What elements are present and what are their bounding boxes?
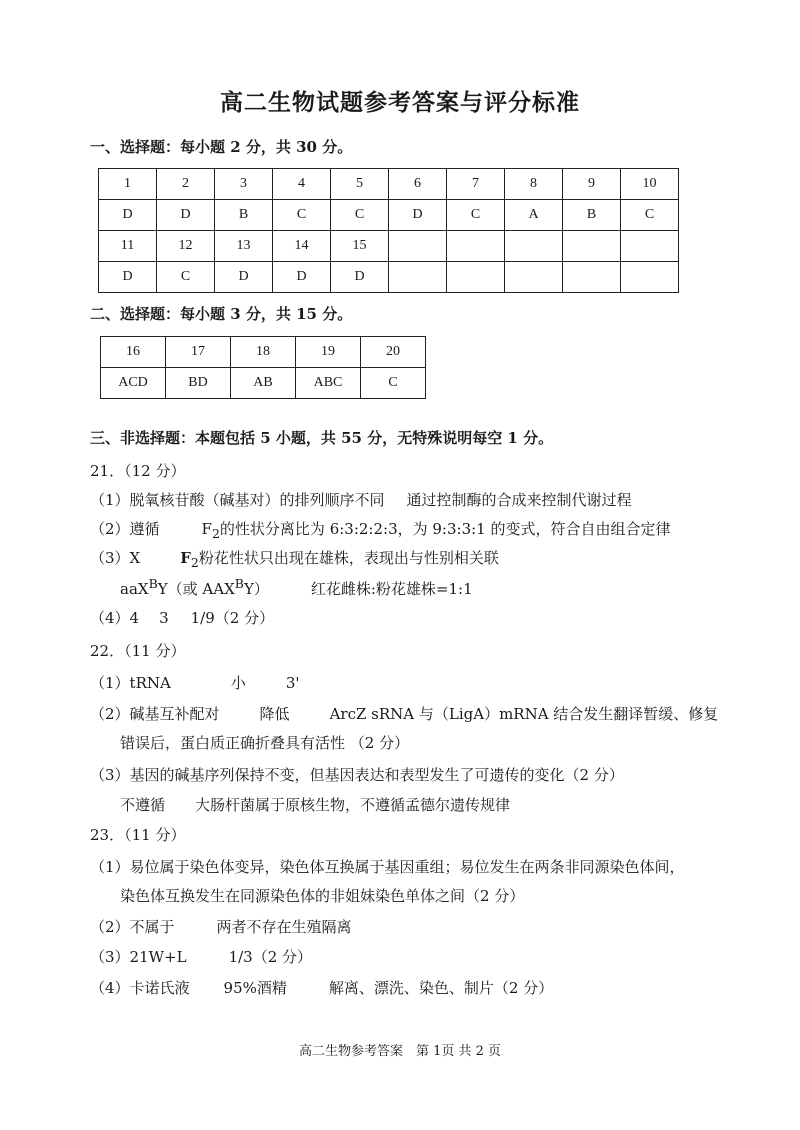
section1-cell: D: [273, 262, 331, 293]
section1-cell: 13: [215, 231, 273, 262]
q23-answer-4: （4）卡诺氏液 95%酒精 解离、漂洗、染色、制片（2 分）: [90, 979, 554, 997]
section1-cell: [621, 262, 679, 293]
page-footer: 高二生物参考答案 第 1页 共 2 页: [298, 1044, 502, 1059]
section1-cell: 6: [389, 169, 447, 200]
q23-answer-1: （1）易位属于染色体变异，染色体互换属于基因重组；易位发生在两条非同源染色体间，: [90, 858, 685, 876]
section2-cell: BD: [166, 368, 231, 399]
section1-header: 一、选择题：每小题 2 分，共 30 分。: [90, 138, 353, 156]
page-title: 高二生物试题参考答案与评分标准: [220, 89, 580, 116]
q22-answer-1: （1）tRNA 小 3': [90, 674, 300, 692]
section1-cell: 14: [273, 231, 331, 262]
section1-cell: [447, 262, 505, 293]
q22-answer-2: （2）碱基互补配对 降低 ArcZ sRNA 与（LigA）mRNA 结合发生翻译暂缓、修复: [90, 705, 719, 723]
q22-answer-3: （3）基因的碱基序列保持不变，但基因表达和表型发生了可遗传的变化（2 分）: [90, 766, 624, 784]
section1-cell: D: [215, 262, 273, 293]
section2-cell: ABC: [296, 368, 361, 399]
section1-answer-table: [98, 168, 679, 293]
section2-cell: 16: [101, 337, 166, 368]
q23-answer-2: （2）不属于 两者不存在生殖隔离: [90, 918, 352, 936]
section1-cell: 9: [563, 169, 621, 200]
section1-cell: [621, 231, 679, 262]
section1-cell: 11: [99, 231, 157, 262]
section3-header: 三、非选择题：本题包括 5 小题，共 55 分，无特殊说明每空 1 分。: [90, 429, 554, 447]
section2-cell: ACD: [101, 368, 166, 399]
section1-cell: C: [273, 200, 331, 231]
section2-cell: 17: [166, 337, 231, 368]
section1-cell: 7: [447, 169, 505, 200]
section1-cell: [389, 231, 447, 262]
section1-cell: D: [99, 200, 157, 231]
section2-row: [101, 337, 426, 368]
section1-row: [99, 262, 679, 293]
section1-cell: C: [447, 200, 505, 231]
q22-answer-2-cont: 错误后，蛋白质正确折叠具有活性 （2 分）: [120, 734, 410, 752]
section1-cell: 3: [215, 169, 273, 200]
section1-cell: C: [157, 262, 215, 293]
section1-cell: [563, 231, 621, 262]
section1-cell: B: [563, 200, 621, 231]
section1-cell: 5: [331, 169, 389, 200]
section2-cell: 18: [231, 337, 296, 368]
section2-row: [101, 368, 426, 399]
section1-cell: A: [505, 200, 563, 231]
section1-cell: 4: [273, 169, 331, 200]
section1-cell: C: [331, 200, 389, 231]
section1-cell: D: [331, 262, 389, 293]
q23-answer-1-cont: 染色体互换发生在同源染色体的非姐妹染色单体之间（2 分）: [120, 887, 525, 905]
section2-cell: AB: [231, 368, 296, 399]
section1-row: [99, 231, 679, 262]
q23-answer-3: （3）21W+L 1/3（2 分）: [90, 948, 313, 966]
section1-cell: 10: [621, 169, 679, 200]
section1-cell: 12: [157, 231, 215, 262]
section1-cell: D: [157, 200, 215, 231]
section2-cell: C: [361, 368, 426, 399]
section2-cell: 19: [296, 337, 361, 368]
q21-answer-4: （4）4 3 1/9（2 分）: [90, 609, 275, 627]
section1-row: [99, 200, 679, 231]
q21-title: 21．（12 分）: [90, 462, 186, 480]
section1-cell: 8: [505, 169, 563, 200]
q22-title: 22．（11 分）: [90, 642, 186, 660]
section1-cell: 1: [99, 169, 157, 200]
section1-cell: [389, 262, 447, 293]
q21-answer-3-cont: aaX$^B$Y（或 $AAX^BY$） 红花雌株:粉花雄株=1:1: [120, 576, 473, 598]
section1-cell: 2: [157, 169, 215, 200]
section1-row: [99, 169, 679, 200]
section1-cell: D: [99, 262, 157, 293]
section1-cell: B: [215, 200, 273, 231]
section1-cell: D: [389, 200, 447, 231]
section2-cell: 20: [361, 337, 426, 368]
section1-cell: 15: [331, 231, 389, 262]
section1-cell: [447, 231, 505, 262]
section2-answer-table: [100, 336, 426, 399]
q21-answer-3: （3）X $F_2$粉花性状只出现在雄株，表现出与性别相关联: [90, 549, 499, 570]
q23-title: 23．（11 分）: [90, 826, 186, 844]
section1-cell: [505, 262, 563, 293]
section1-cell: C: [621, 200, 679, 231]
section2-header: 二、选择题：每小题 3 分，共 15 分。: [90, 305, 353, 323]
section1-cell: [505, 231, 563, 262]
q21-answer-2: （2）遵循 $F_2$的性状分离比为 6:3:2:2:3，为 9:3:3:1 的变式，符合自由组合定律: [90, 520, 671, 541]
q21-answer-1: （1）脱氧核苷酸（碱基对）的排列顺序不同 通过控制酶的合成来控制代谢过程: [90, 491, 632, 509]
q22-answer-3-cont: 不遵循 大肠杆菌属于原核生物，不遵循孟德尔遗传规律: [120, 796, 511, 814]
section1-cell: [563, 262, 621, 293]
